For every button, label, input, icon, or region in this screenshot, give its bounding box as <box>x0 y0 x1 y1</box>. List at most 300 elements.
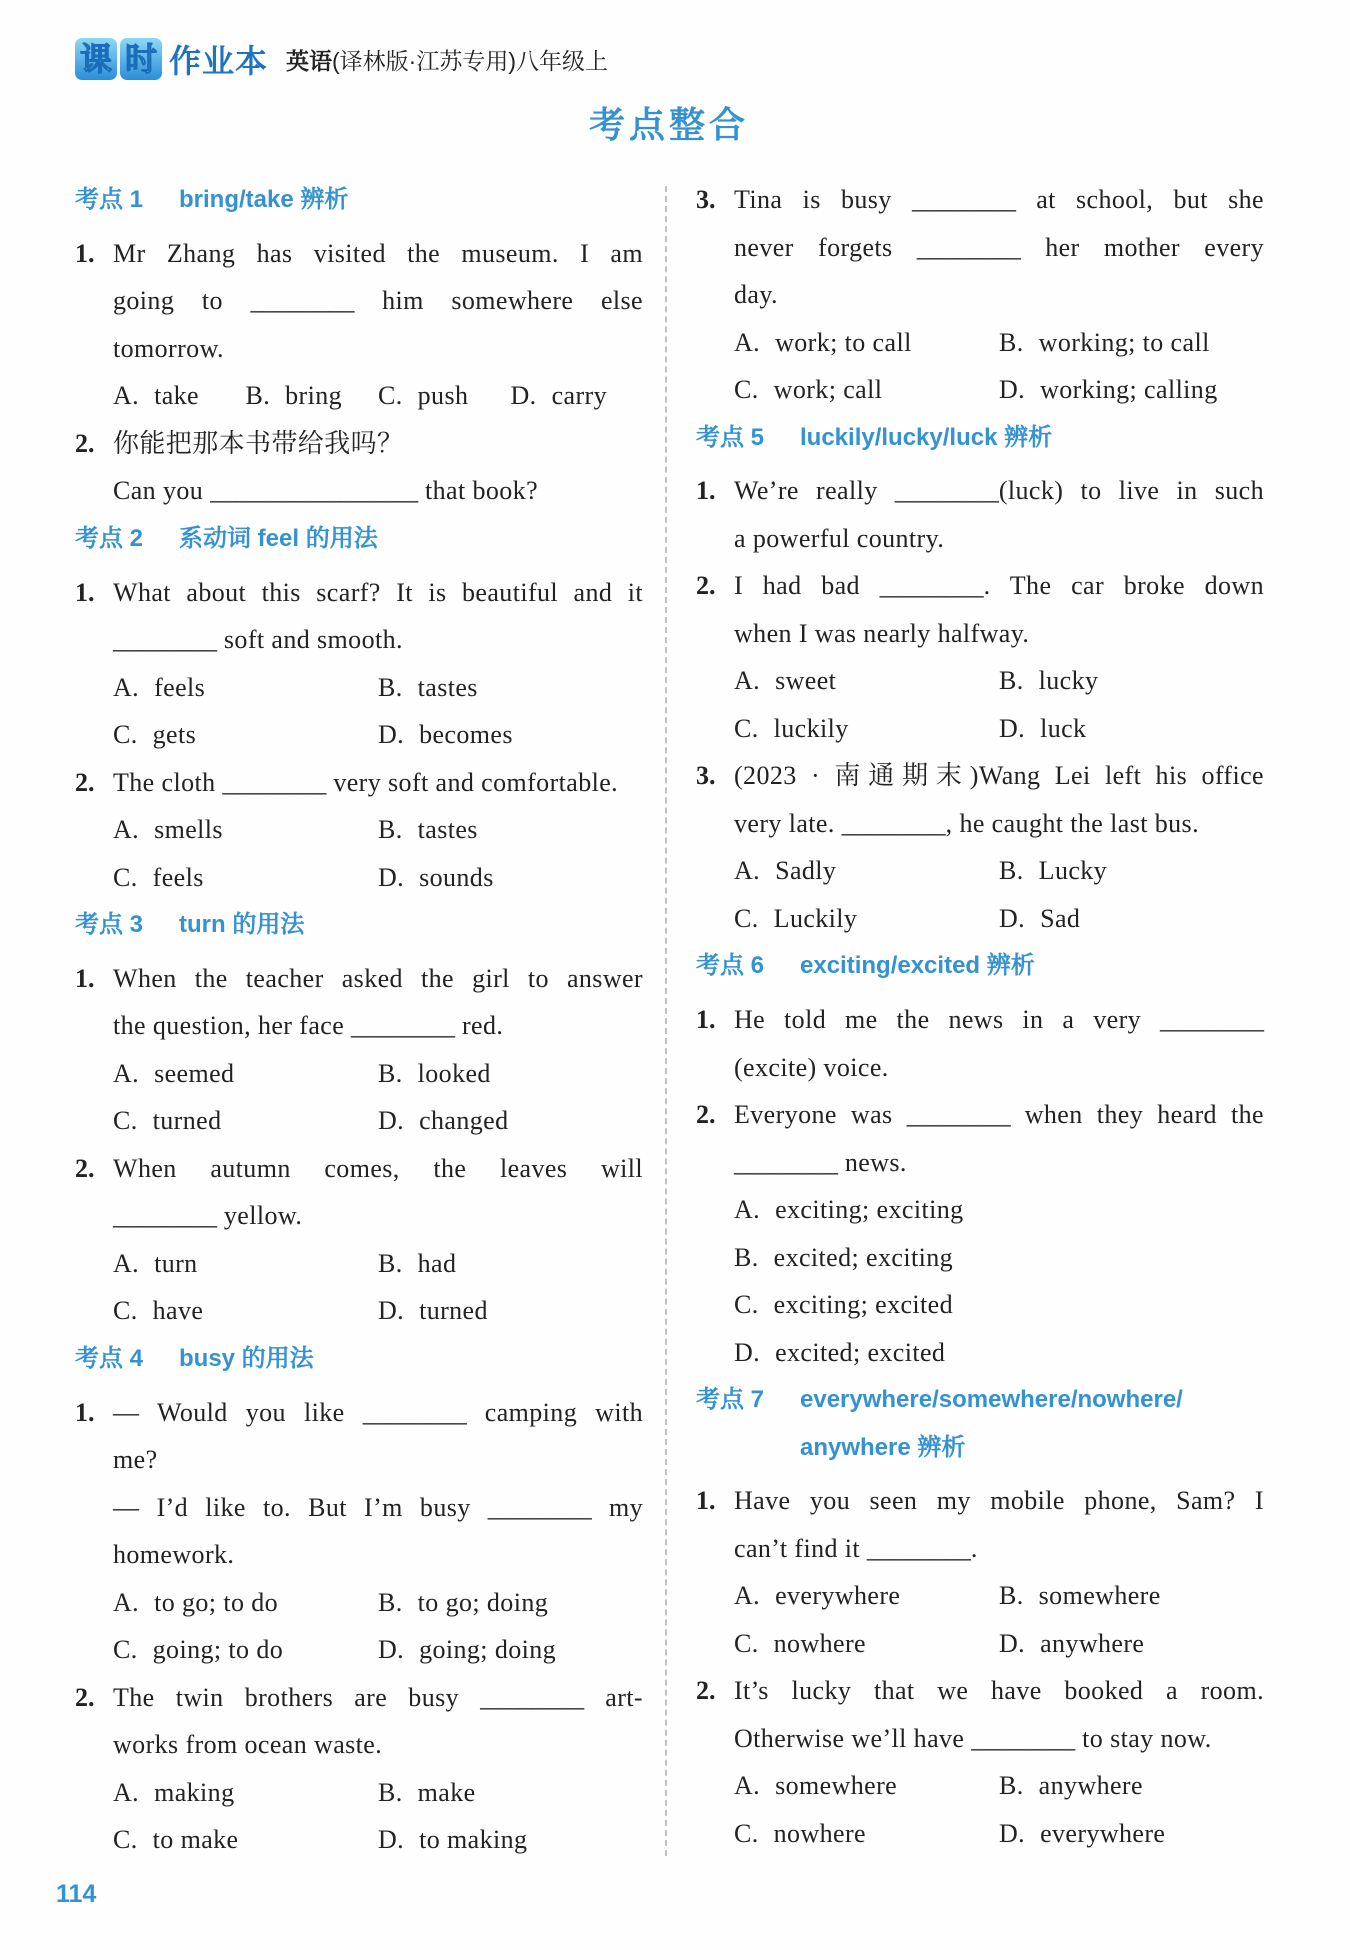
option <box>378 1097 643 1145</box>
question <box>696 176 1264 414</box>
option-text: making <box>154 1777 235 1807</box>
option-letter: B. <box>378 815 403 844</box>
answer-blank: ________ <box>971 1723 1076 1753</box>
option <box>378 1769 643 1817</box>
stem-line: me? <box>113 1445 158 1474</box>
stem-line: tomorrow. <box>113 333 224 363</box>
option-letter: C. <box>113 1825 138 1854</box>
option-text: turned <box>152 1106 222 1136</box>
option-text: somewhere <box>1038 1581 1161 1611</box>
option-letter: D. <box>378 720 405 749</box>
options-row <box>113 711 643 759</box>
section-title-line: bring/take 辨析 <box>179 186 349 213</box>
option-text: push <box>417 381 469 411</box>
option-text: Lucky <box>1038 856 1108 886</box>
option <box>378 711 643 759</box>
question-number: 3. <box>696 761 716 791</box>
question <box>696 1477 1264 1667</box>
question-number: 1. <box>696 1486 716 1516</box>
stem-line: Have you seen my mobile phone, Sam? I <box>734 1486 1264 1516</box>
exam-point-section <box>696 176 1264 414</box>
question-stem <box>113 1484 643 1579</box>
section-title-line: everywhere/somewhere/nowhere/ <box>800 1386 1183 1413</box>
option <box>113 1626 378 1674</box>
answer-blank: ________ <box>113 1201 217 1231</box>
question-stem <box>113 1674 643 1769</box>
options-row <box>734 1186 1264 1234</box>
question-number: 2. <box>75 1153 95 1183</box>
option <box>378 664 643 712</box>
option-text: excited; exciting <box>773 1242 953 1272</box>
stem-line: When the teacher asked the girl to answer <box>113 963 643 993</box>
option-text: going; to do <box>152 1635 284 1664</box>
option <box>734 319 999 367</box>
stem-line: ________ yellow. <box>113 1201 303 1231</box>
option-letter: C. <box>734 713 759 743</box>
option <box>734 895 999 943</box>
question-stem <box>113 230 643 373</box>
section-title-line: luckily/lucky/luck 辨析 <box>800 423 1053 451</box>
answer-blank: ________ <box>487 1492 592 1522</box>
question-number: 1. <box>75 1397 95 1427</box>
section-title-line: 系动词 feel 的用法 <box>179 524 378 552</box>
answer-blank: ________ <box>1160 1005 1264 1034</box>
option <box>734 1234 1264 1282</box>
option-letter: A. <box>734 1195 761 1224</box>
option-letter: B. <box>999 1581 1024 1611</box>
question-stem <box>113 467 643 515</box>
option-text: bring <box>285 381 343 411</box>
option <box>999 366 1264 414</box>
stem-line: 你能把那本书带给我吗？ <box>113 428 404 458</box>
question-stem <box>734 1477 1264 1572</box>
option-letter: D. <box>999 903 1026 933</box>
options-row <box>734 1762 1264 1810</box>
options-row <box>113 664 643 712</box>
question-stem <box>113 759 643 807</box>
options-row <box>113 372 643 420</box>
option-letter: B. <box>378 1777 403 1807</box>
option <box>378 854 643 902</box>
question-stem <box>734 1091 1264 1186</box>
option-letter: B. <box>378 1587 403 1617</box>
option <box>734 1329 1264 1377</box>
option <box>113 1287 378 1335</box>
option-letter: A. <box>734 856 761 886</box>
exam-point-section <box>696 414 1264 943</box>
stem-line: I had bad ________. The car broke down <box>734 571 1264 601</box>
option <box>113 1816 378 1864</box>
option <box>113 1240 378 1288</box>
answer-blank: ________ <box>113 625 217 654</box>
option <box>734 1572 999 1620</box>
stem-line: (2023 · 南通期末)Wang Lei left his office <box>734 761 1264 791</box>
question-number: 1. <box>75 577 95 607</box>
section-label: 考点 6 <box>696 952 765 980</box>
option-letter: A. <box>113 1777 140 1807</box>
question-number: 2. <box>75 428 95 458</box>
options-row <box>113 806 643 854</box>
section-title <box>179 515 643 563</box>
answer-blank: ________ <box>841 808 946 838</box>
question <box>696 1091 1264 1376</box>
exam-point-section <box>75 1335 643 1864</box>
option <box>734 1762 999 1810</box>
options-row <box>734 847 1264 895</box>
section-title-line: exciting/excited 辨析 <box>800 952 1035 980</box>
exam-point-section <box>75 901 643 1335</box>
options-row <box>113 854 643 902</box>
exam-point-section <box>696 1376 1264 1857</box>
option-letter: D. <box>510 381 537 411</box>
option-text: take <box>154 381 199 411</box>
option-text: tastes <box>417 815 478 844</box>
answer-blank: ________ <box>911 185 1016 214</box>
option-letter: D. <box>999 1628 1026 1658</box>
option-text: luckily <box>773 713 849 743</box>
exam-point-section <box>696 942 1264 1376</box>
stem-line: a powerful country. <box>734 523 945 553</box>
question-stem <box>734 752 1264 847</box>
question <box>696 562 1264 752</box>
option <box>378 1626 643 1674</box>
option-text: anywhere <box>1040 1628 1145 1658</box>
option-text: everywhere <box>775 1581 901 1611</box>
stem-line: Tina is busy ________ at school, but she <box>734 185 1264 214</box>
stem-line: — Would you like ________ camping with <box>113 1397 644 1427</box>
question <box>75 569 643 759</box>
section-title <box>179 176 643 224</box>
options-row <box>734 1329 1264 1377</box>
answer-blank: ________ <box>916 232 1021 262</box>
option-text: work; call <box>773 375 883 404</box>
question <box>75 420 643 515</box>
option-text: Sadly <box>775 856 837 886</box>
option <box>734 366 999 414</box>
option <box>113 372 246 420</box>
section-heading <box>75 515 643 569</box>
question-number: 2. <box>696 1100 716 1129</box>
stem-line: very late. ________, he caught the last bus. <box>734 808 1199 838</box>
stem-line: It’s lucky that we have booked a room. <box>734 1676 1264 1706</box>
option-letter: C. <box>734 1290 759 1319</box>
section-label: 考点 3 <box>75 911 144 938</box>
option-letter: B. <box>378 1058 403 1088</box>
question <box>75 1389 643 1674</box>
option-text: going; doing <box>419 1635 557 1664</box>
logo <box>75 36 268 82</box>
option-text: sounds <box>419 862 494 892</box>
option-letter: C. <box>113 862 138 892</box>
option <box>999 847 1264 895</box>
options-row <box>113 1626 643 1674</box>
question <box>696 752 1264 942</box>
option-letter: D. <box>378 1825 405 1854</box>
question-number: 2. <box>696 571 716 601</box>
option-text: working; to call <box>1038 327 1210 357</box>
option <box>113 1769 378 1817</box>
option-text: sweet <box>775 666 837 696</box>
option-text: working; calling <box>1040 375 1218 404</box>
answer-blank: ________ <box>894 476 999 506</box>
option <box>378 1816 643 1864</box>
option-letter: C. <box>734 903 759 933</box>
option-letter: A. <box>113 1058 140 1088</box>
book-edition: (译林版·江苏专用)八年级上 <box>332 47 608 74</box>
options-row <box>734 1620 1264 1668</box>
section-label: 考点 7 <box>696 1386 765 1413</box>
option <box>999 1810 1264 1858</box>
option <box>999 1620 1264 1668</box>
options-row <box>734 657 1264 705</box>
question <box>75 955 643 1145</box>
option-text: turned <box>419 1296 488 1326</box>
option <box>246 372 379 420</box>
stem-line: the question, her face ________ red. <box>113 1011 504 1041</box>
section-title-line: busy 的用法 <box>179 1344 314 1372</box>
options-row <box>113 1050 643 1098</box>
answer-blank: ________ <box>250 286 355 316</box>
option-text: Sad <box>1040 903 1081 933</box>
section-title <box>800 942 1264 990</box>
option-letter: B. <box>378 672 403 702</box>
question-number: 1. <box>696 476 716 506</box>
option-text: smells <box>154 815 223 844</box>
section-heading <box>75 1335 643 1389</box>
stem-line: never forgets ________ her mother every <box>734 232 1264 262</box>
stem-line: can’t find it ________. <box>734 1533 978 1563</box>
option-letter: C. <box>734 1628 759 1658</box>
option <box>734 1186 1264 1234</box>
exam-point-section <box>75 176 643 515</box>
book-subject: 英语 <box>286 47 333 74</box>
right-column <box>696 176 1264 1857</box>
question-number: 1. <box>75 238 95 268</box>
option-text: somewhere <box>775 1771 898 1801</box>
options-row <box>113 1579 643 1627</box>
option-letter: D. <box>999 1818 1026 1848</box>
options-row <box>113 1769 643 1817</box>
stem-line: When autumn comes, the leaves will <box>113 1153 643 1183</box>
stem-line: when I was nearly halfway. <box>734 618 1030 648</box>
stem-line: He told me the news in a very ________ <box>734 1005 1264 1034</box>
option-letter: B. <box>999 1771 1024 1801</box>
answer-blank: ________ <box>480 1682 585 1712</box>
option-text: to make <box>152 1825 239 1854</box>
option-letter: D. <box>378 862 405 892</box>
stem-line: going to ________ him somewhere else <box>113 286 643 316</box>
section-heading <box>696 1376 1264 1477</box>
stem-line: What about this scarf? It is beautiful and it <box>113 577 643 607</box>
option-letter: A. <box>734 666 761 696</box>
option-letter: D. <box>378 1635 405 1664</box>
options-row <box>113 1287 643 1335</box>
stem-line: works from ocean waste. <box>113 1730 383 1759</box>
answer-blank: ________ <box>362 1397 467 1427</box>
stem-line: (excite) voice. <box>734 1052 889 1082</box>
logo-mark-char: 课 <box>75 38 117 80</box>
section-heading <box>75 901 643 955</box>
option <box>113 1097 378 1145</box>
option <box>734 657 999 705</box>
option <box>378 1287 643 1335</box>
options-row <box>734 705 1264 753</box>
option-letter: B. <box>999 666 1024 696</box>
stem-line: day. <box>734 280 778 309</box>
option <box>378 806 643 854</box>
option-text: excited; excited <box>775 1337 946 1367</box>
option-text: Luckily <box>773 903 858 933</box>
options-row <box>113 1097 643 1145</box>
stem-line: We’re really ________(luck) to live in such <box>734 476 1264 506</box>
option-letter: C. <box>734 375 759 404</box>
option <box>113 806 378 854</box>
question <box>75 759 643 902</box>
question-number: 2. <box>696 1676 716 1706</box>
option-letter: B. <box>999 856 1024 886</box>
exam-point-section <box>75 515 643 901</box>
option-text: exciting; exciting <box>775 1195 964 1224</box>
stem-line: Mr Zhang has visited the museum. I am <box>113 238 643 268</box>
option-letter: B. <box>378 1248 403 1278</box>
question <box>75 230 643 420</box>
section-heading <box>696 414 1264 468</box>
option-letter: B. <box>245 381 271 411</box>
option-letter: D. <box>378 1296 405 1326</box>
page-number: 114 <box>56 1880 97 1908</box>
stem-line: Otherwise we’ll have ________ to stay now. <box>734 1723 1212 1753</box>
options-row <box>734 1234 1264 1282</box>
question <box>75 1145 643 1335</box>
answer-blank: ________ <box>906 1100 1011 1129</box>
logo-mark <box>75 38 162 80</box>
options-row <box>734 1281 1264 1329</box>
option-letter: A. <box>113 672 140 702</box>
question-stem <box>113 1389 643 1484</box>
option-text: seemed <box>154 1058 235 1088</box>
option-letter: D. <box>734 1337 761 1367</box>
question-number: 2. <box>75 1682 95 1712</box>
question-stem <box>734 1667 1264 1762</box>
option <box>999 657 1264 705</box>
options-row <box>734 319 1264 367</box>
answer-blank: ________ <box>879 571 984 601</box>
option-text: carry <box>551 381 607 411</box>
option <box>113 664 378 712</box>
stem-line: Everyone was ________ when they heard the <box>734 1100 1264 1129</box>
column-divider <box>665 186 667 1856</box>
option-text: make <box>417 1777 476 1807</box>
page-header <box>75 36 608 82</box>
question <box>696 996 1264 1091</box>
option-letter: C. <box>378 381 403 411</box>
question-stem <box>734 996 1264 1091</box>
option-letter: B. <box>999 327 1024 357</box>
answer-blank: ________ <box>351 1011 456 1041</box>
option-text: lucky <box>1038 666 1099 696</box>
option-letter: D. <box>378 1106 405 1136</box>
option-letter: A. <box>113 1587 140 1617</box>
question <box>75 1674 643 1864</box>
option <box>113 1050 378 1098</box>
option-text: to go; doing <box>417 1587 549 1617</box>
options-row <box>734 1810 1264 1858</box>
page-title: 考点整合 <box>588 104 749 145</box>
option-text: had <box>417 1248 457 1278</box>
section-title-line: turn 的用法 <box>179 911 305 938</box>
section-title <box>800 414 1264 462</box>
stem-line: The twin brothers are busy ________ art- <box>113 1682 643 1712</box>
question-stem <box>113 1145 643 1240</box>
section-title <box>800 1376 1264 1471</box>
option-letter: A. <box>734 327 761 357</box>
question-stem <box>113 569 643 664</box>
stem-line: ________ news. <box>734 1147 907 1177</box>
section-title-line: anywhere 辨析 <box>800 1433 966 1461</box>
options-row <box>734 1572 1264 1620</box>
option <box>378 1050 643 1098</box>
option-letter: C. <box>113 1106 138 1136</box>
option-letter: A. <box>113 381 140 411</box>
section-title <box>179 901 643 949</box>
option-letter: C. <box>113 720 138 749</box>
question-stem <box>734 176 1264 319</box>
option <box>734 1620 999 1668</box>
section-label: 考点 4 <box>75 1344 144 1372</box>
option <box>378 1579 643 1627</box>
question-stem <box>113 420 643 468</box>
option-letter: B. <box>734 1242 759 1272</box>
section-heading <box>696 942 1264 996</box>
stem-line: Can you ________________ that book? <box>113 476 539 506</box>
option-text: feels <box>152 862 204 892</box>
option-text: looked <box>417 1058 491 1088</box>
option <box>734 1281 1264 1329</box>
question-number: 2. <box>75 767 95 797</box>
section-label: 考点 1 <box>75 186 144 213</box>
option <box>378 1240 643 1288</box>
answer-blank: ________________ <box>210 476 419 506</box>
option-text: becomes <box>419 720 513 749</box>
question <box>696 467 1264 562</box>
option-letter: D. <box>999 375 1026 404</box>
section-heading <box>75 176 643 230</box>
option-letter: C. <box>734 1818 759 1848</box>
option-text: to go; to do <box>154 1587 279 1617</box>
option-letter: C. <box>113 1296 138 1326</box>
option-text: luck <box>1040 713 1087 743</box>
option-text: work; to call <box>775 327 912 357</box>
option <box>113 1579 378 1627</box>
question-number: 1. <box>75 963 95 993</box>
option-letter: D. <box>999 713 1026 743</box>
option <box>378 372 511 420</box>
option-letter: C. <box>113 1635 138 1664</box>
stem-line: The cloth ________ very soft and comfortable. <box>113 767 619 797</box>
question-number: 1. <box>696 1005 716 1034</box>
stem-line: ________ soft and smooth. <box>113 625 403 654</box>
option <box>999 1762 1264 1810</box>
options-row <box>734 895 1264 943</box>
stem-line: — I’d like to. But I’m busy ________ my <box>113 1492 643 1522</box>
option-text: changed <box>419 1106 509 1136</box>
question-stem <box>734 467 1264 562</box>
option-text: everywhere <box>1040 1818 1166 1848</box>
option <box>734 847 999 895</box>
option-text: gets <box>152 720 197 749</box>
left-column <box>75 176 643 1864</box>
option-text: exciting; excited <box>773 1290 953 1319</box>
